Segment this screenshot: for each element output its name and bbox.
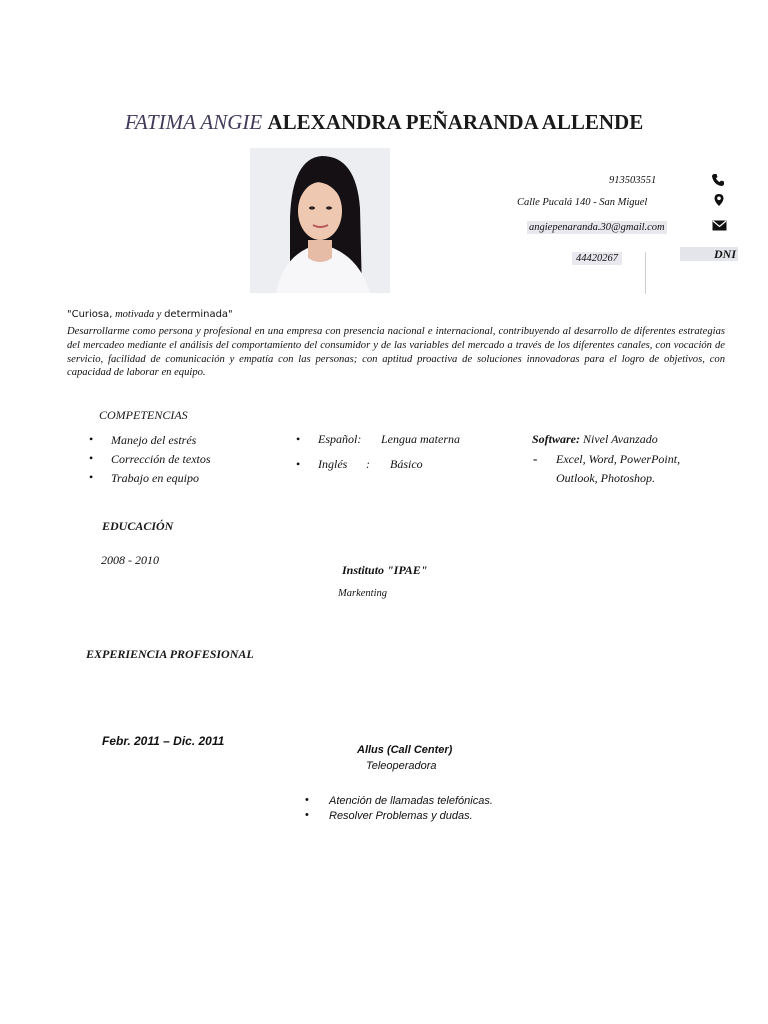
list-item: • Trabajo en equipo <box>89 471 211 490</box>
competencias-heading: COMPETENCIAS <box>99 408 188 422</box>
software-list-line-2: Outlook, Photoshop. <box>556 471 655 485</box>
list-item: • Atención de llamadas telefónicas. <box>305 795 493 810</box>
portrait-illustration <box>250 148 390 293</box>
divider-line <box>645 252 646 294</box>
experience-role: Teleoperadora <box>366 760 437 772</box>
profile-tagline: "Curiosa, motivada y determinada" <box>67 309 233 320</box>
phone-number: 913503551 <box>609 175 657 186</box>
phone-icon <box>711 173 725 187</box>
dni-number: 44420267 <box>572 253 622 264</box>
profile-objective: Desarrollarme como persona y profesional en una empresa con presencia nacional e internacional, contribuyendo al desarrollo de diferentes estrategias del mercadeo mediante el análisis del comportamiento del consumidor y de las variables del mercado a través de los diferentes canales, con vocación de servicio, facilidad de comunicación y empatía con las personas; con aptitud proactiva de soluciones innovadoras para el logro de objetivos, con capacidad de laborar en equipo. <box>67 326 725 379</box>
profile-photo <box>250 148 390 293</box>
language-name: Inglés <box>318 457 348 471</box>
education-period: 2008 - 2010 <box>101 553 159 567</box>
experience-tasks <box>305 795 493 825</box>
dni-label: DNI <box>680 247 738 261</box>
skills-list <box>89 433 211 490</box>
software-level: Nivel Avanzado <box>583 432 658 446</box>
address: Calle Pucalá 140 - San Miguel <box>517 197 648 208</box>
email-address: angiepenaranda.30@gmail.com <box>529 222 665 233</box>
list-item: • Resolver Problemas y dudas. <box>305 810 493 825</box>
language-level: Lengua materna <box>381 432 460 446</box>
experiencia-heading: EXPERIENCIA PROFESIONAL <box>86 647 254 661</box>
language-level: Básico <box>390 457 423 471</box>
experience-company: Allus (Call Center) <box>357 744 453 756</box>
location-pin-icon <box>713 193 727 207</box>
resume-name <box>0 110 768 135</box>
software-dash: - <box>533 451 538 466</box>
software-line <box>532 432 658 447</box>
list-item: • Manejo del estrés <box>89 433 211 452</box>
education-institution: Instituto "IPAE" <box>342 563 428 577</box>
last-names: ALEXANDRA PEÑARANDA ALLENDE <box>267 110 644 134</box>
software-list-line-1: Excel, Word, PowerPoint, <box>556 452 681 466</box>
software-label: Software: <box>532 432 580 446</box>
envelope-icon <box>712 218 726 232</box>
experience-period: Febr. 2011 – Dic. 2011 <box>102 734 225 748</box>
language-name: Español: <box>318 432 362 446</box>
education-career: Markenting <box>338 588 387 599</box>
language-separator: : <box>366 457 370 471</box>
educacion-heading: EDUCACIÓN <box>102 519 174 533</box>
first-names: FATIMA ANGIE <box>124 110 263 134</box>
list-item: • Corrección de textos <box>89 452 211 471</box>
